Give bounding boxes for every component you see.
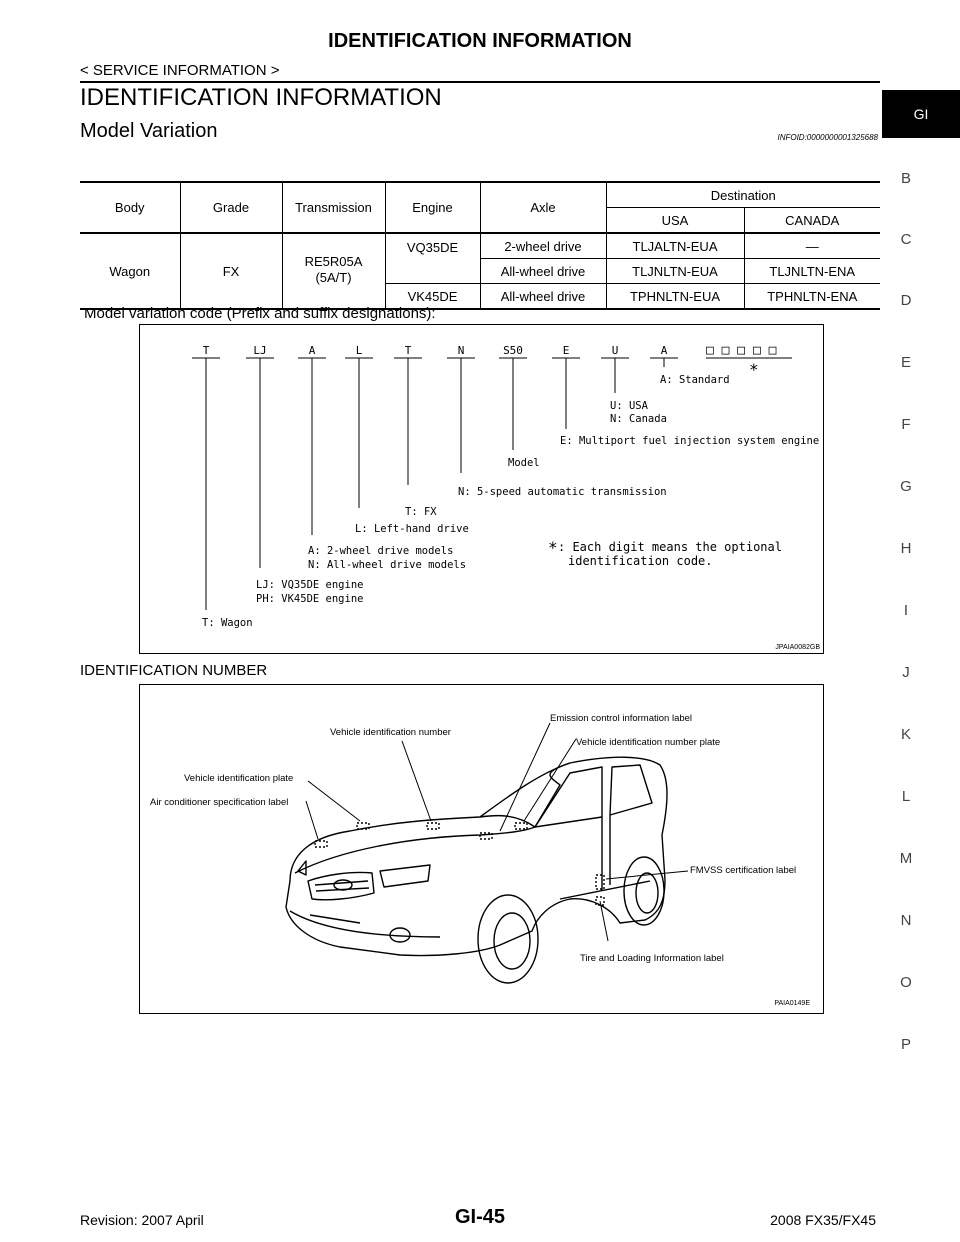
label-note1: : Each digit means the optional [558, 540, 782, 554]
cell-usa-3: TPHNLTN-EUA [606, 284, 744, 310]
label-vin-plate: Vehicle identification number plate [576, 737, 721, 748]
cell-canada-2: TLJNLTN-ENA [744, 259, 880, 284]
breadcrumb: < SERVICE INFORMATION > [80, 62, 280, 79]
header-canada: CANADA [744, 208, 880, 234]
side-tab-l[interactable]: L [901, 788, 911, 805]
info-id: INFOID:0000000001325688 [777, 133, 878, 142]
label-note2: identification code. [568, 554, 713, 568]
side-tab-o[interactable]: O [900, 974, 912, 991]
side-tab-d[interactable]: D [900, 292, 912, 309]
label-tire: Tire and Loading Information label [580, 953, 724, 964]
footer-model: 2008 FX35/FX45 [770, 1212, 876, 1228]
code-e: E [562, 344, 570, 357]
side-tab-p[interactable]: P [900, 1036, 911, 1053]
label-usa: U: USA [610, 400, 648, 412]
label-vin: Vehicle identification number [330, 727, 451, 738]
side-tab-n[interactable]: N [900, 912, 912, 929]
header-axle: Axle [480, 182, 606, 233]
cell-transmission [282, 233, 385, 309]
header-destination: Destination [606, 182, 880, 208]
side-tab-e[interactable]: E [900, 354, 911, 371]
page-header-title: IDENTIFICATION INFORMATION [328, 30, 632, 52]
header-body: Body [80, 182, 180, 233]
side-tab-c[interactable]: C [900, 231, 912, 248]
header-engine: Engine [385, 182, 480, 233]
cell-axle-2: All-wheel drive [480, 259, 606, 284]
label-fmvss: FMVSS certification label [690, 865, 797, 876]
label-drive2: N: All-wheel drive models [308, 559, 467, 571]
label-lhd: L: Left-hand drive [355, 523, 469, 535]
cell-body: Wagon [80, 233, 180, 309]
footer-revision: Revision: 2007 April [80, 1212, 204, 1228]
label-eng1: LJ: VQ35DE engine [256, 579, 364, 591]
code-s50: S50 [503, 344, 523, 357]
cell-canada-3: TPHNLTN-ENA [744, 284, 880, 310]
code-n: N [457, 344, 465, 357]
label-eng2: PH: VK45DE engine [256, 593, 364, 605]
label-emission: Emission control information label [550, 713, 693, 724]
side-tab-i[interactable]: I [903, 602, 909, 619]
subsection-title: Model Variation [80, 120, 218, 142]
label-standard: A: Standard [660, 374, 730, 386]
header-rule [80, 81, 880, 83]
label-model: Model [508, 457, 540, 469]
cell-axle-3: All-wheel drive [480, 284, 606, 310]
side-tab-h[interactable]: H [900, 540, 912, 557]
cell-engine-2: VK45DE [385, 284, 480, 310]
cell-grade: FX [180, 233, 282, 309]
code-lj: LJ [253, 344, 267, 357]
label-ac: Air conditioner specification label [150, 797, 289, 808]
asterisk-icon: * [749, 360, 759, 379]
code-l: L [355, 344, 363, 357]
code-a2: A [660, 344, 668, 357]
cell-usa-1: TLJALTN-EUA [606, 233, 744, 259]
code-a: A [308, 344, 316, 357]
figure-id-1: JPAIA0082GB [775, 644, 820, 651]
section-title: IDENTIFICATION INFORMATION [80, 84, 442, 111]
cell-transmission-name: RE5R05A [304, 254, 363, 269]
header-usa: USA [606, 208, 744, 234]
label-drive1: A: 2-wheel drive models [308, 545, 454, 557]
cell-engine-1: VQ35DE [385, 233, 480, 284]
code-u: U [611, 344, 619, 357]
cell-axle-1: 2-wheel drive [480, 233, 606, 259]
side-tab-m[interactable]: M [899, 850, 913, 867]
header-transmission: Transmission [282, 182, 385, 233]
car-illustration [286, 757, 667, 983]
label-fx: T: FX [405, 506, 437, 518]
model-variation-code-text: Model variation code (Prefix and suffix designations): [84, 305, 436, 322]
code-boxes: □ □ □ □ □ [706, 343, 777, 358]
variation-code-figure [139, 324, 824, 654]
side-tab-f[interactable]: F [901, 416, 911, 433]
cell-usa-2: TLJNLTN-EUA [606, 259, 744, 284]
side-tab-k[interactable]: K [900, 726, 911, 743]
car-identification-figure [139, 684, 824, 1014]
model-variation-table [80, 181, 880, 310]
label-trans: N: 5-speed automatic transmission [458, 486, 667, 498]
footer-page-number: GI-45 [454, 1206, 506, 1228]
figure-id-2: PAIA0149E [774, 1000, 810, 1007]
label-vehicle-plate: Vehicle identification plate [184, 773, 294, 784]
label-efi: E: Multiport fuel injection system engine [560, 435, 820, 447]
label-canada: N: Canada [610, 413, 667, 425]
code-t: T [202, 344, 210, 357]
asterisk-note-icon: * [548, 538, 558, 557]
code-t2: T [404, 344, 412, 357]
side-tab-g[interactable]: G [900, 478, 912, 495]
side-tab-j[interactable]: J [902, 664, 910, 681]
side-tab-b[interactable]: B [900, 170, 911, 187]
side-tab-gi[interactable]: GI [882, 90, 960, 138]
label-wagon: T: Wagon [202, 617, 253, 629]
header-grade: Grade [180, 182, 282, 233]
cell-transmission-sub: (5A/T) [315, 270, 352, 285]
identification-number-heading: IDENTIFICATION NUMBER [80, 662, 268, 679]
cell-canada-1: — [744, 233, 880, 259]
